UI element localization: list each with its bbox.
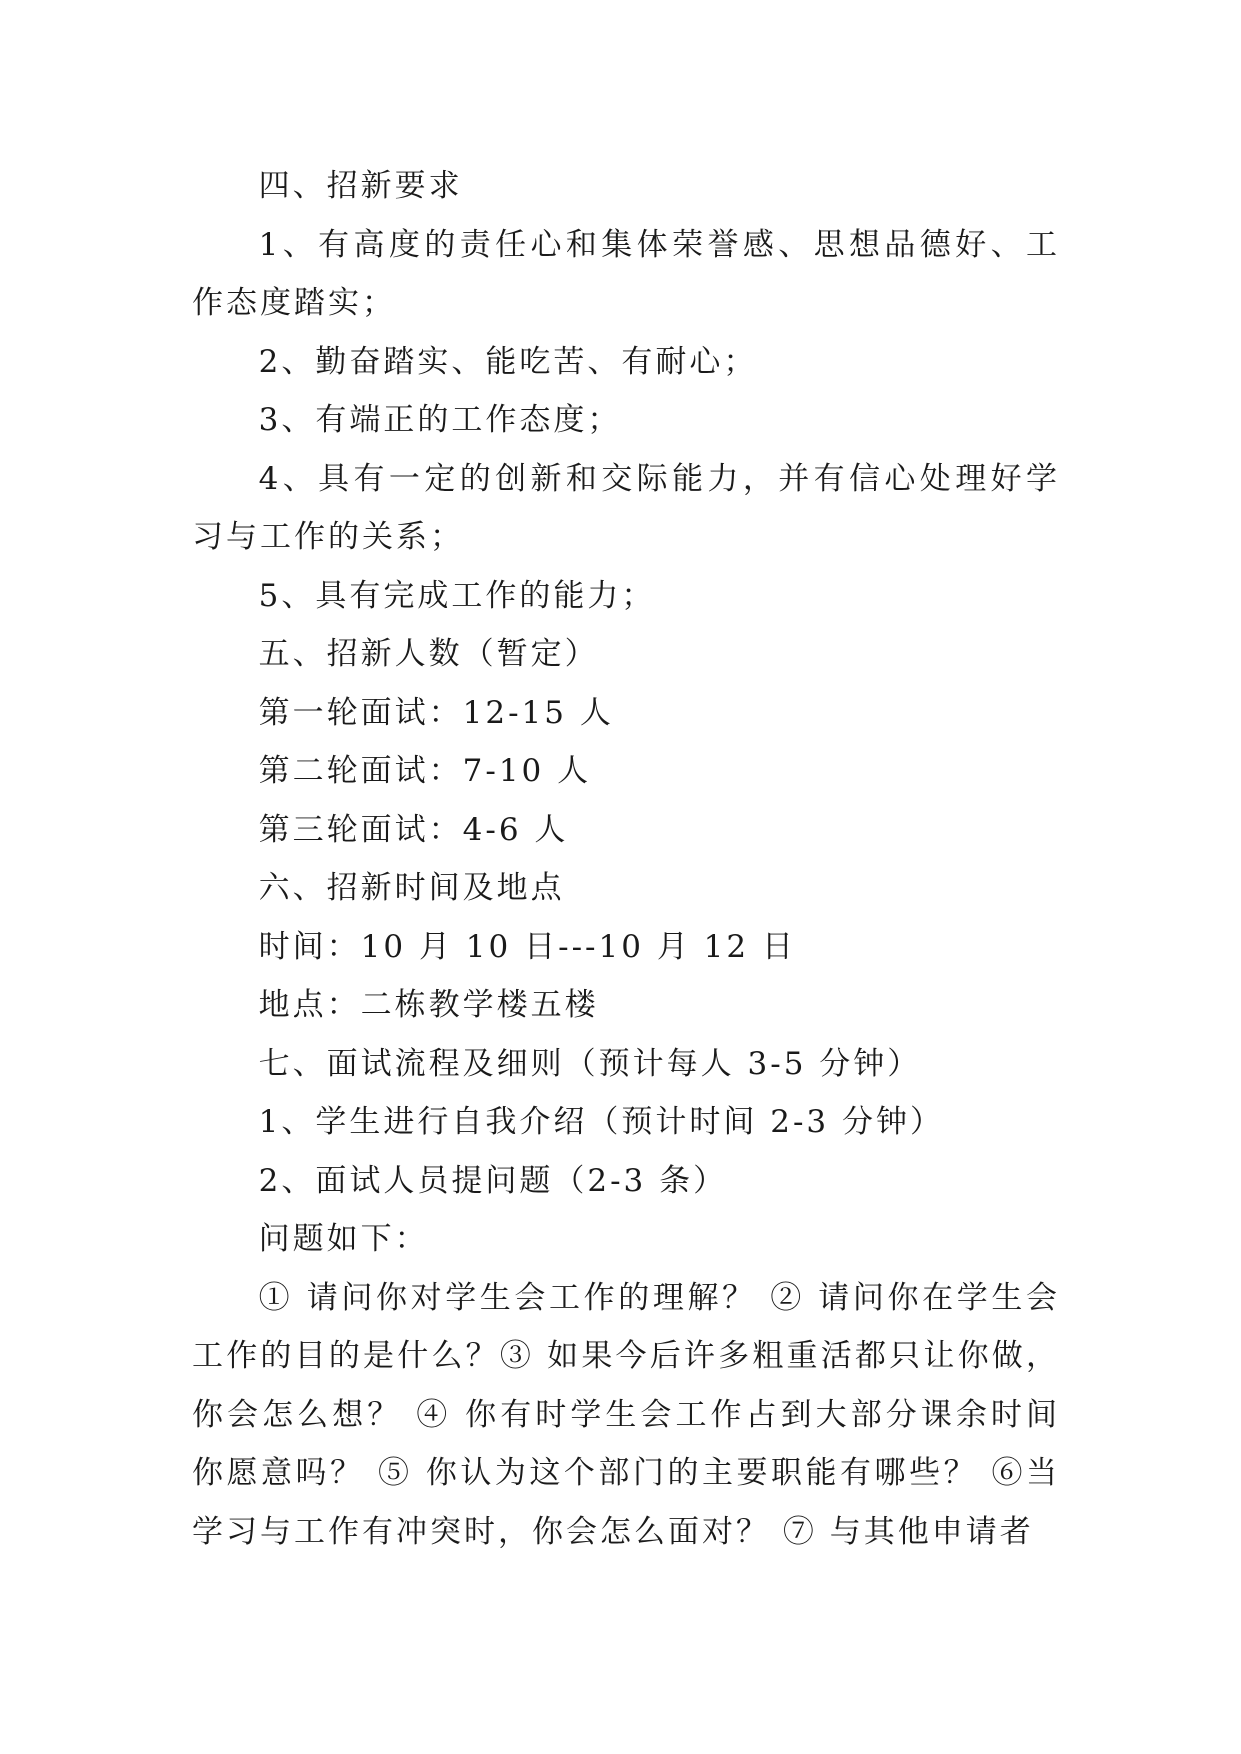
questions-list: ① 请问你对学生会工作的理解？ ② 请问你在学生会工作的目的是什么？③ 如果今后许多粗重活都只让你做，你会怎么想？ ④ 你有时学生会工作占到大部分课余时间你愿意吗？ ⑤ 你认为这个部门的主要职能有哪些？ ⑥当学习与工作有冲突时，你会怎么面对？ ⑦ 与其他申请者 (192, 1279, 1060, 1550)
section-heading-requirements: 四、招新要求 (258, 168, 463, 204)
questions-label: 问题如下： (258, 1221, 429, 1257)
process-item: 1、学生进行自我介绍（预计时间 2-3 分钟） (258, 1104, 944, 1140)
interview-round-item: 第一轮面试：12-15 人 (258, 694, 614, 731)
time-item: 时间：10 月 10 日---10 月 12 日 (258, 928, 796, 965)
interview-round-item: 第三轮面试：4-6 人 (258, 811, 569, 848)
requirement-item: 1、有高度的责任心和集体荣誉感、思想品德好、工作态度踏实； (192, 226, 1060, 321)
requirement-item: 3、有端正的工作态度； (258, 402, 622, 438)
section-heading-time-location: 六、招新时间及地点 (258, 870, 565, 906)
process-item: 2、面试人员提问题（2-3 条） (258, 1162, 728, 1199)
requirement-item: 2、勤奋踏实、能吃苦、有耐心； (258, 343, 758, 380)
requirement-item: 5、具有完成工作的能力； (258, 577, 656, 614)
section-heading-interview-process: 七、面试流程及细则（预计每人 3-5 分钟） (258, 1045, 922, 1082)
interview-round-item: 第二轮面试：7-10 人 (258, 753, 592, 789)
section-heading-headcount: 五、招新人数（暂定） (258, 636, 599, 672)
requirement-item: 4、具有一定的创新和交际能力，并有信心处理好学习与工作的关系； (192, 460, 1060, 555)
document-body (192, 157, 1060, 1561)
location-item: 地点：二栋教学楼五楼 (258, 987, 599, 1023)
